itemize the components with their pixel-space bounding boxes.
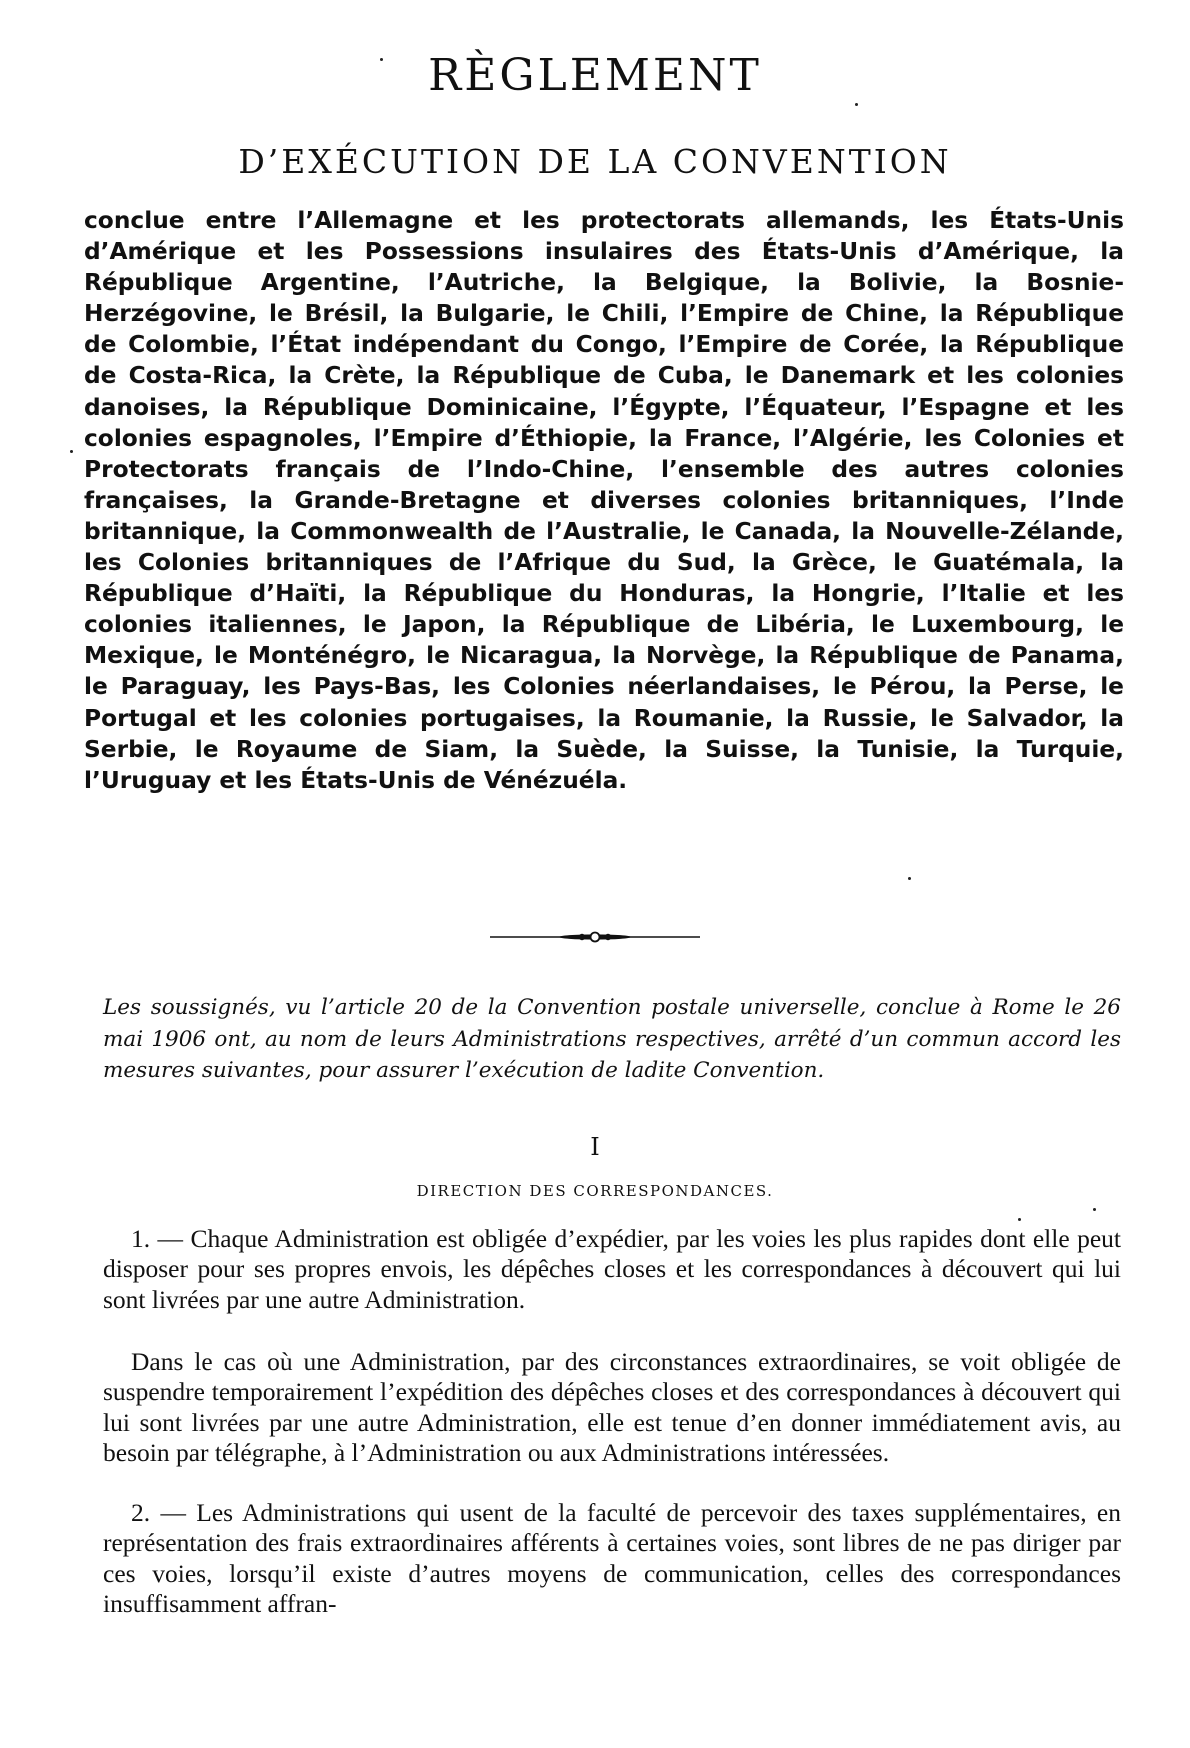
print-speck: [380, 58, 383, 61]
parties-paragraph: conclue entre l’Allemagne et les protectorats allemands, les États-Unis d’Amérique et les Possessions insulaires des États-Unis d’Amérique, la République Argentine, l’Autriche, la Belgique, la Bolivie, la Bosnie-Herzégovine, le Brésil, la Bulgarie, le Chili, l’Empire de Chine, la République de Colombie, l’État indépendant du Congo, l’Empire de Corée, la République de Costa-Rica, la Crète, la République de Cuba, le Danemark et les colonies danoises, la République Dominicaine, l’Égypte, l’Équateur, l’Espagne et les colonies espagnoles, l’Empire d’Éthiopie, la France, l’Algérie, les Colonies et Protectorats français de l’Indo-Chine, l’ensemble des autres colonies françaises, la Grande-Bretagne et diverses colonies britanniques, l’Inde britannique, la Commonwealth de l’Australie, le Canada, la Nouvelle-Zélande, les Colonies britanniques de l’Afrique du Sud, la Grèce, le Guatémala, la République d’Haïti, la République du Honduras, la Hongrie, l’Italie et les colonies italiennes, le Japon, la République de Libéria, le Luxembourg, le Mexique, le Monténégro, le Nicaragua, la Norvège, la République de Panama, le Paraguay, les Pays-Bas, les Colonies néerlandaises, le Pérou, la Perse, le Portugal et les colonies portugaises, la Roumanie, la Russie, le Salvador, la Serbie, le Royaume de Siam, la Suède, la Suisse, la Tunisie, la Turquie, l’Uruguay et les États-Unis de Vénézuéla.: [84, 207, 1124, 794]
article-1-paragraph: 1. — Chaque Administration est obligée d’expédier, par les voies les plus rapides dont elle peut disposer pour ses propres envois, les dépêches closes et les correspondances à découvert qui lui sont livrées par une autre Administration.: [103, 1224, 1121, 1314]
document-subtitle: D’EXÉCUTION DE LA CONVENTION: [238, 142, 952, 181]
article-2-paragraph: 2. — Les Administrations qui usent de la faculté de percevoir des taxes supplémentaires, en représentation des frais extraordinaires afférents à certaines voies, sont libres de ne pas diriger par ces voies, lorsqu’il existe d’autres moyens de communication, celles des correspondances insuffisamment affran-: [103, 1498, 1121, 1619]
document-title: RÈGLEMENT: [428, 50, 762, 101]
print-speck: [908, 877, 911, 880]
print-speck: [70, 450, 73, 453]
print-speck: [1093, 1208, 1096, 1211]
article-1-continuation: [103, 1347, 1121, 1469]
preamble-paragraph: Les soussignés, vu l’article 20 de la Convention postale universelle, conclue à Rome le 26 mai 1906 ont, au nom de leurs Administrations respectives, arrêté d’un commun accord les mesures suivantes, pour assurer l’exécution de ladite Convention.: [103, 995, 1121, 1083]
article-1: [103, 1224, 1121, 1315]
article-2: [103, 1498, 1121, 1620]
section-number: I: [590, 1133, 600, 1161]
section-title: DIRECTION DES CORRESPONDANCES.: [416, 1182, 774, 1200]
print-speck: [1018, 1218, 1021, 1221]
print-speck: [855, 103, 858, 106]
article-1-paragraph-2: Dans le cas où une Administration, par des circonstances extraordinaires, se voit obligée de suspendre temporairement l’expédition des dépêches closes et des correspondances à découvert qui lui sont livrées par une autre Administration, elle est tenue d’en donner immédiatement avis, au besoin par télégraphe, à l’Administration ou aux Administrations intéressées.: [103, 1347, 1121, 1468]
ornamental-rule: [490, 930, 700, 944]
